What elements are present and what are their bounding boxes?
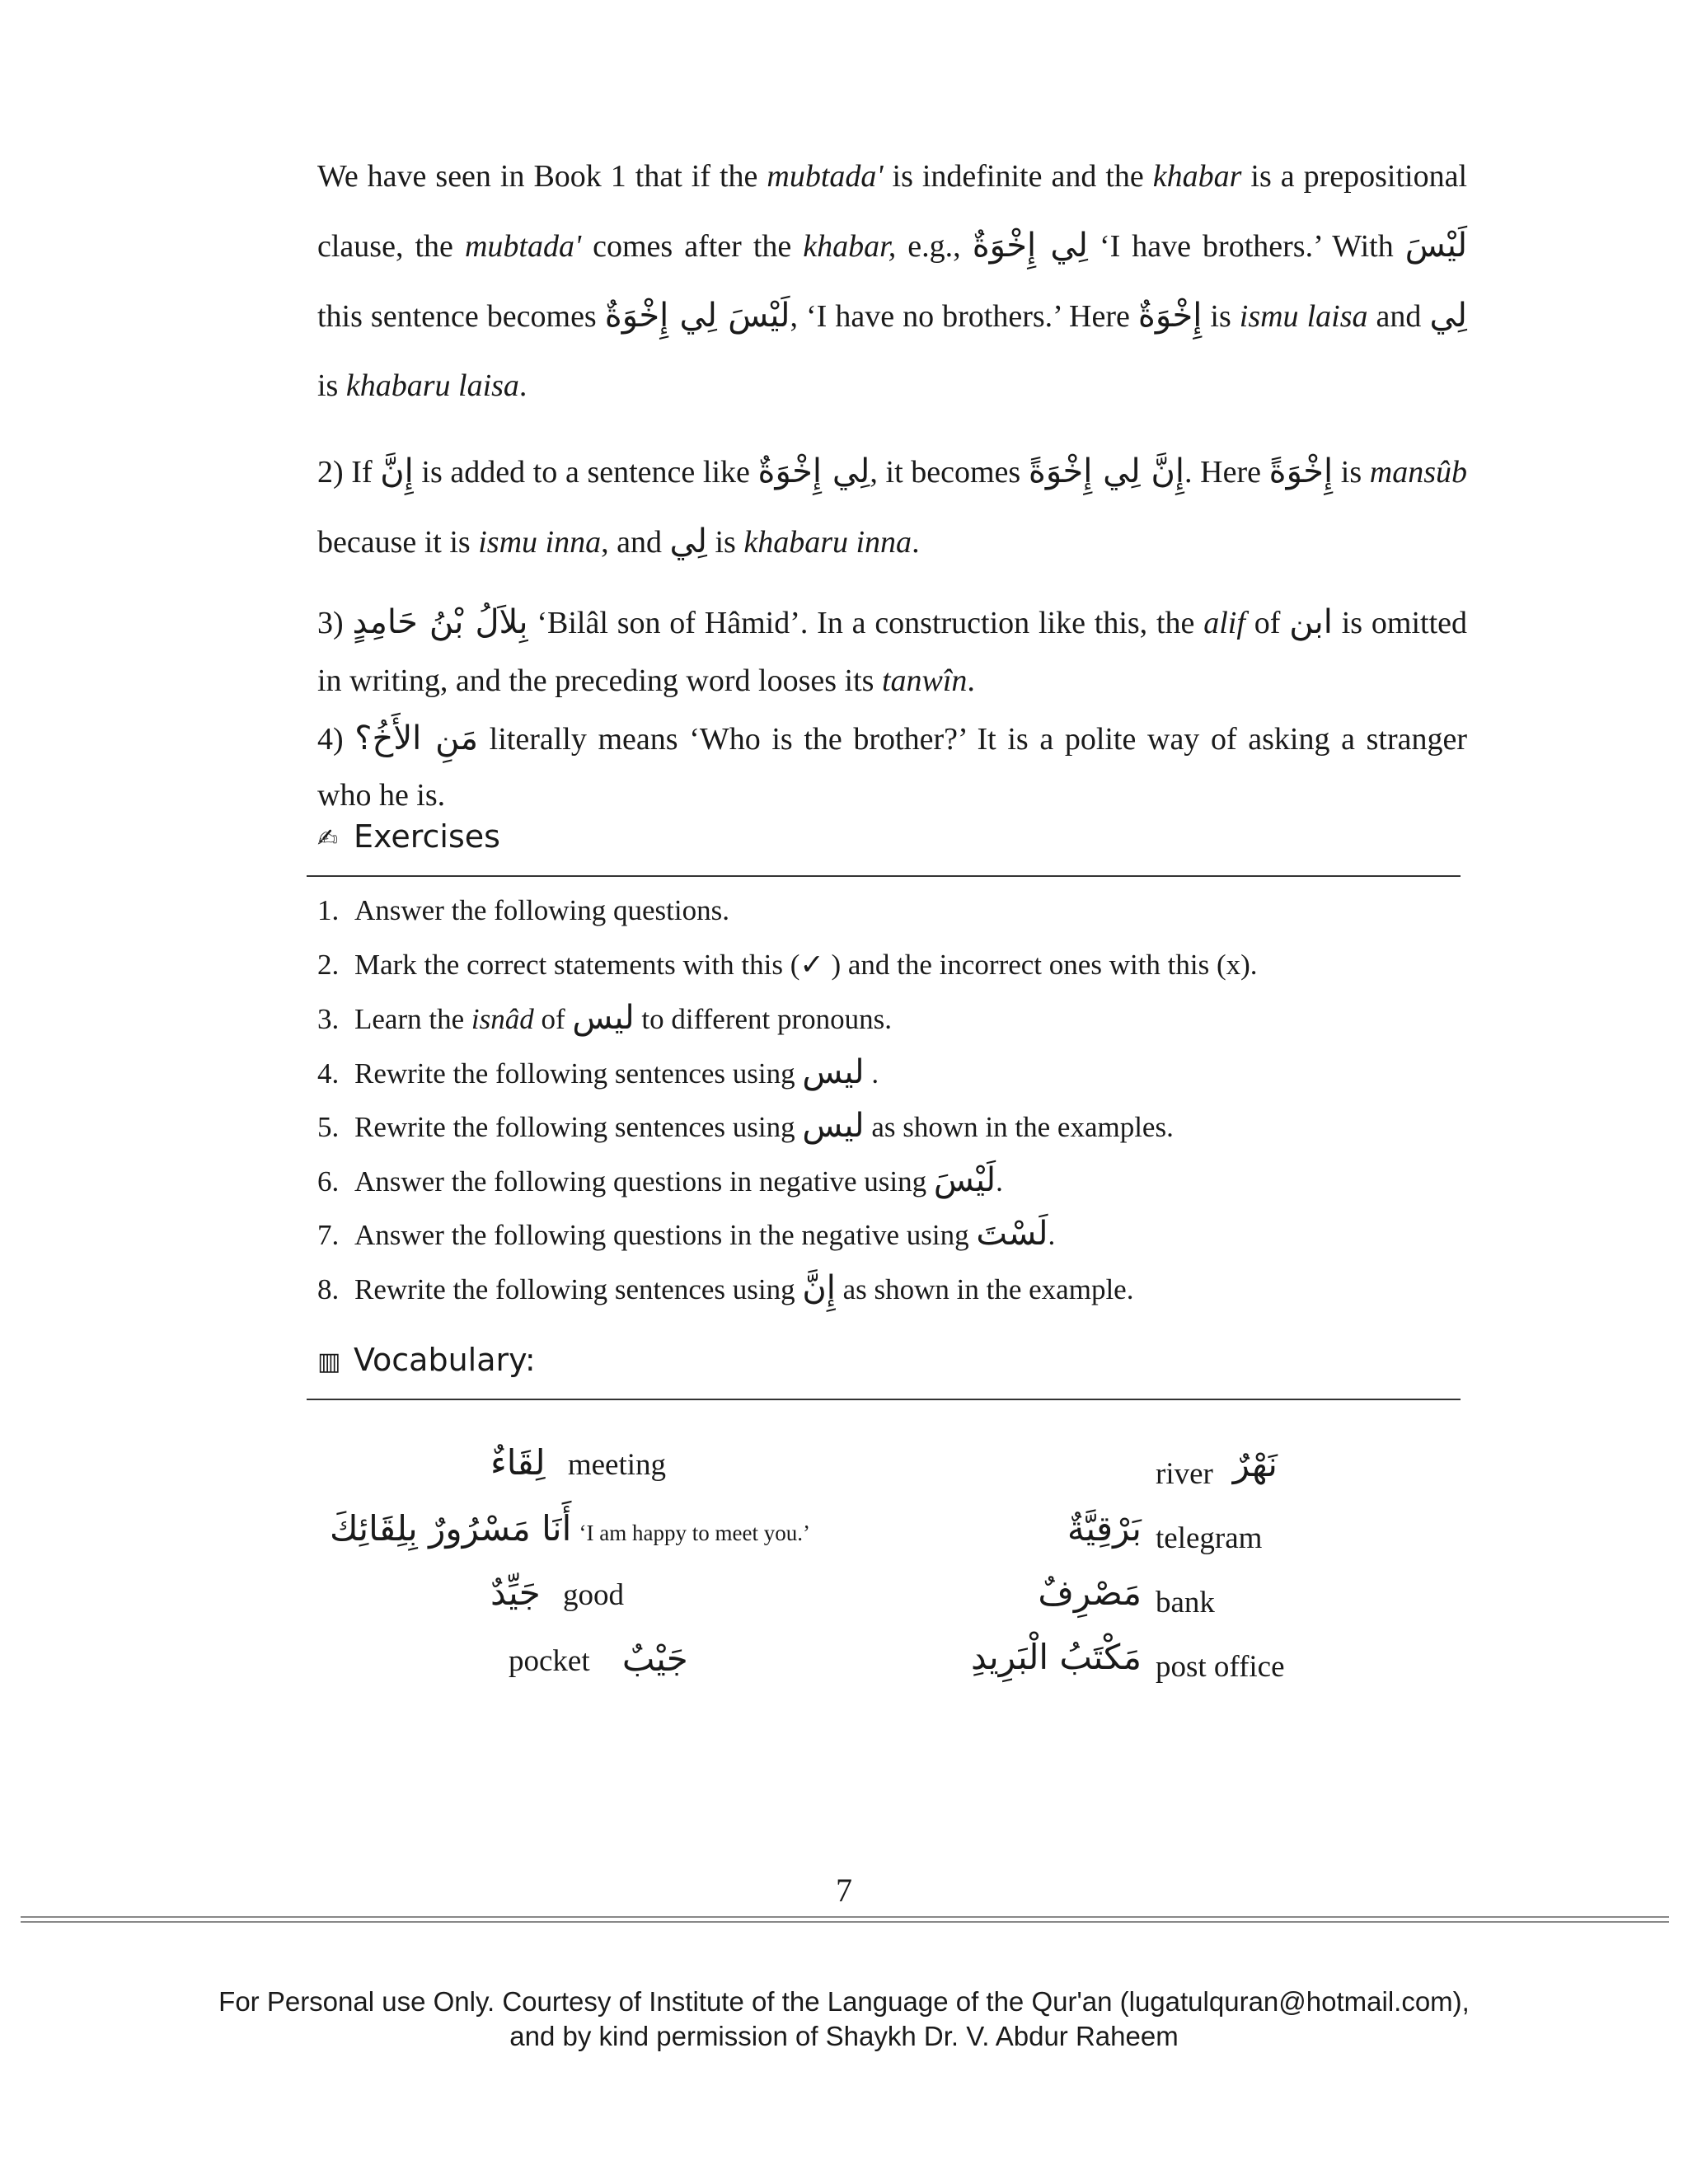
vocab-arabic-cell — [973, 1508, 1142, 1549]
paragraph-3 — [317, 593, 1467, 710]
arabic-phrase: لِي — [1429, 297, 1467, 335]
vocab-english: post office — [1156, 1650, 1285, 1684]
arabic-word: إِنَّ — [802, 1268, 836, 1307]
page-number: 7 — [836, 1872, 852, 1909]
arabic-word: ليس — [802, 1107, 865, 1145]
arabic-word: لَيْسَ — [933, 1160, 996, 1199]
exercise-item: 6. Answer the following questions in negative using لَيْسَ. — [317, 1160, 1003, 1199]
exercises-list — [317, 883, 1471, 1315]
vocab-arabic: مَصْرِفٌ — [1038, 1572, 1142, 1613]
paragraph-4-text: 4) مَنِ الأَخُ؟ literally means ‘Who is the brother?’ It is a polite way of asking a stranger who he is. — [317, 719, 1467, 813]
arabic-phrase: إِخْوَةٌ — [1137, 297, 1203, 335]
vocab-item — [490, 1442, 666, 1483]
vocab-arabic: بَرْقِيَّةٌ — [1067, 1508, 1142, 1549]
vocab-english-cell — [1156, 1456, 1213, 1492]
vocab-english: good — [562, 1578, 624, 1612]
vocab-arabic-cell — [973, 1572, 1142, 1613]
vocabulary-heading-text: Vocabulary: — [354, 1342, 536, 1378]
vocab-english: river — [1156, 1457, 1213, 1491]
arabic-phrase: إِنَّ — [380, 452, 414, 490]
vocab-arabic: أَنَا مَسْرُورٌ بِلِقَائِكَ — [330, 1508, 572, 1549]
exercises-heading-text: Exercises — [354, 818, 500, 855]
exercise-item: 2. Mark the correct statements with this (✓ ) and the incorrect ones with this (x). — [317, 948, 1258, 981]
pen-icon: ✍ — [317, 824, 339, 853]
footer — [0, 1985, 1688, 2054]
vocab-arabic-cell — [890, 1637, 1142, 1677]
exercise-item: 3. Learn the isnâd of ليس to different pronouns. — [317, 999, 893, 1037]
vocab-arabic: مَكْتَبُ الْبَرِيدِ — [970, 1637, 1142, 1677]
arabic-word: لَسْتَ — [976, 1215, 1048, 1253]
exercise-item: 5. Rewrite the following sentences using ليس as shown in the examples. — [317, 1107, 1174, 1145]
arabic-phrase: ابن — [1289, 603, 1333, 641]
footer-divider — [21, 1921, 1669, 1923]
arabic-phrase: لِي — [669, 523, 707, 560]
arabic-phrase: مَنِ الأَخُ؟ — [354, 719, 479, 757]
vocab-arabic: جَيْبٌ — [621, 1638, 688, 1679]
arabic-phrase: لِي إِخْوَةٌ — [757, 452, 870, 490]
vocab-arabic: لِقَاءٌ — [490, 1442, 546, 1483]
footer-line-2: and by kind permission of Shaykh Dr. V. Abdur Raheem — [509, 2021, 1179, 2051]
arabic-phrase: إِخْوَةً — [1268, 452, 1334, 490]
vocab-english-cell — [1156, 1585, 1215, 1620]
vocab-item — [509, 1638, 688, 1679]
vocabulary-heading — [317, 1342, 536, 1378]
footer-divider — [21, 1916, 1669, 1918]
vocab-english: meeting — [567, 1448, 667, 1482]
paragraph-2 — [317, 437, 1467, 577]
arabic-word: ليس — [572, 999, 635, 1037]
arabic-phrase: لِي إِخْوَةٌ — [972, 227, 1088, 265]
vocab-english: bank — [1156, 1586, 1215, 1619]
vocab-english: telegram — [1156, 1521, 1263, 1555]
arabic-phrase: إِنَّ لِي إِخْوَةً — [1028, 452, 1185, 490]
vocab-item — [490, 1572, 624, 1613]
exercises-heading — [317, 818, 500, 855]
exercise-item: 7. Answer the following questions in the negative using لَسْتَ. — [317, 1215, 1056, 1253]
exercise-item: 4. Rewrite the following sentences using ليس . — [317, 1052, 879, 1091]
vocab-english: pocket — [509, 1644, 590, 1678]
paragraph-2-text: 2) If إِنَّ is added to a sentence like لِي إِخْوَةٌ, it becomes إِنَّ لِي إِخْوَةً. Here إِخْوَةً is mansûb because it is ismu inna, and لِي is khabaru inna. — [317, 452, 1467, 560]
paragraph-3-text: 3) بِلاَلُ بْنُ حَامِدٍ ‘Bilâl son of Hâmid’. In a construction like this, the alif of ابن is omitted in writing, and the preceding word looses its tanwîn. — [317, 603, 1467, 698]
vocab-english-cell — [1156, 1649, 1285, 1685]
vocab-item — [330, 1508, 810, 1549]
paragraph-4 — [317, 710, 1467, 823]
arabic-phrase: لَيْسَ — [1404, 227, 1468, 265]
arabic-word: ليس — [802, 1052, 865, 1091]
exercises-divider — [307, 875, 1461, 877]
book-icon: ▥ — [317, 1347, 341, 1376]
footer-line-1: For Personal use Only. Courtesy of Institute of the Language of the Qur'an (lugatulquran@hotmail.com), — [218, 1986, 1470, 2017]
arabic-phrase: بِلاَلُ بْنُ حَامِدٍ — [352, 603, 528, 641]
vocab-arabic: جَيِّدٌ — [490, 1572, 541, 1613]
vocab-english: ‘I am happy to meet you.’ — [579, 1521, 810, 1545]
paragraph-1 — [317, 142, 1467, 420]
exercise-item: 8. Rewrite the following sentences using إِنَّ as shown in the example. — [317, 1268, 1134, 1307]
exercise-item: 1. Answer the following questions. — [317, 894, 729, 926]
vocab-english-cell — [1156, 1521, 1262, 1556]
vocabulary-divider — [307, 1399, 1461, 1400]
paragraph-1-text: We have seen in Book 1 that if the mubtada' is indefinite and the khabar is a prepositional clause, the mubtada' comes after the khabar, e.g., لِي إِخْوَةٌ ‘I have brothers.’ With لَيْسَ this sentence becomes لَيْسَ لِي إِخْوَةٌ, ‘I have no brothers.’ Here إِخْوَةٌ is ismu laisa and لِي is khabaru laisa. — [317, 159, 1468, 403]
arabic-phrase: لَيْسَ لِي إِخْوَةٌ — [604, 297, 790, 335]
vocab-arabic: نَهْرٌ — [1232, 1444, 1278, 1484]
